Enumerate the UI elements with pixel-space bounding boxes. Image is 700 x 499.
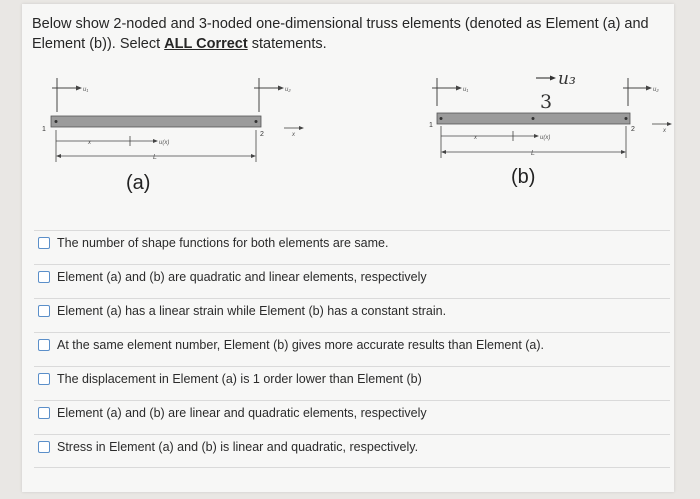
option-2[interactable] bbox=[38, 268, 658, 286]
length-label-b: L bbox=[531, 150, 535, 157]
option-1[interactable] bbox=[38, 234, 658, 252]
bar-a bbox=[51, 116, 261, 127]
option-5[interactable] bbox=[38, 370, 658, 388]
node-1-label-b: 1 bbox=[429, 122, 433, 129]
option-6-label: Element (a) and (b) are linear and quadratic elements, respectively bbox=[57, 406, 427, 420]
option-separator bbox=[34, 230, 670, 231]
option-separator bbox=[34, 400, 670, 401]
option-7[interactable] bbox=[38, 438, 658, 456]
question-emphasis: ALL Correct bbox=[164, 36, 248, 52]
displacement-label-b: u(x) bbox=[540, 135, 551, 141]
element-a-diagram bbox=[42, 78, 304, 162]
checkbox-option-1[interactable] bbox=[38, 237, 50, 249]
label-u3-b: u₃ bbox=[558, 69, 576, 89]
label-u1-a: u₁ bbox=[83, 87, 89, 93]
displacement-label-a: u(x) bbox=[159, 140, 170, 146]
option-separator bbox=[34, 467, 670, 468]
option-6[interactable] bbox=[38, 404, 658, 422]
checkbox-option-7[interactable] bbox=[38, 441, 50, 453]
checkbox-option-6[interactable] bbox=[38, 407, 50, 419]
option-separator bbox=[34, 264, 670, 265]
checkbox-option-2[interactable] bbox=[38, 271, 50, 283]
label-u2-b: u₂ bbox=[653, 87, 659, 93]
x-position-label-b: x bbox=[474, 135, 477, 141]
x-axis-label-b: x bbox=[663, 128, 666, 134]
option-2-label: Element (a) and (b) are quadratic and linear elements, respectively bbox=[57, 270, 427, 284]
length-label-a: L bbox=[153, 154, 157, 161]
node-1-label-a: 1 bbox=[42, 126, 46, 133]
option-3[interactable] bbox=[38, 302, 658, 320]
checkbox-option-5[interactable] bbox=[38, 373, 50, 385]
x-axis-label-a: x bbox=[292, 132, 295, 138]
checkbox-option-4[interactable] bbox=[38, 339, 50, 351]
element-b-diagram bbox=[429, 69, 672, 158]
truss-figure bbox=[0, 0, 700, 240]
option-separator bbox=[34, 366, 670, 367]
label-u1-b: u₁ bbox=[463, 87, 469, 93]
option-3-label: Element (a) has a linear strain while Element (b) has a constant strain. bbox=[57, 304, 447, 318]
option-separator bbox=[34, 298, 670, 299]
option-separator bbox=[34, 332, 670, 333]
element-a-label: (a) bbox=[126, 172, 151, 194]
question-part-2: statements. bbox=[247, 36, 327, 52]
question-part-1: Below show 2-noded and 3-noded one-dimensional truss elements (denoted as Element (a) and Element (b)). Select bbox=[32, 16, 649, 52]
option-4-label: At the same element number, Element (b) gives more accurate results than Element (a). bbox=[57, 338, 545, 352]
label-u2-a: u₂ bbox=[285, 87, 291, 93]
element-b-label: (b) bbox=[511, 166, 536, 188]
node-2-label-a: 2 bbox=[260, 131, 264, 138]
option-separator bbox=[34, 434, 670, 435]
option-1-label: The number of shape functions for both elements are same. bbox=[57, 236, 389, 250]
option-4[interactable] bbox=[38, 336, 658, 354]
node-3-label-b: 3 bbox=[540, 91, 553, 113]
option-7-label: Stress in Element (a) and (b) is linear and quadratic, respectively. bbox=[57, 440, 419, 454]
x-position-label-a: x bbox=[88, 140, 91, 146]
checkbox-option-3[interactable] bbox=[38, 305, 50, 317]
node-2-label-b: 2 bbox=[631, 126, 635, 133]
option-5-label: The displacement in Element (a) is 1 order lower than Element (b) bbox=[57, 372, 422, 386]
